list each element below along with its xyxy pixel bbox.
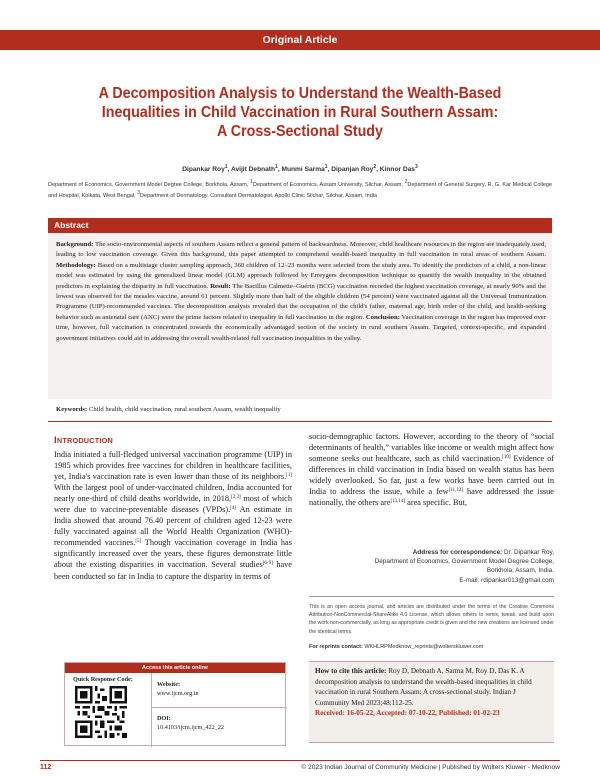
article-dates: Received: 16-05-22, Accepted: 07-10-22, Published: 01-02-23	[315, 709, 500, 718]
open-access-notice: This is an open access journal, and articles are distributed under the terms of the Creative Commons Attribution-NonCommercial-ShareAlike 4.0 License, which allows others to remix, tweak, and build upon the work non-commercially, as long as appropriate credit is given and the new creations are licensed under the identical terms.	[309, 604, 554, 635]
abstract-conclusion-label: Conclusion:	[365, 313, 400, 321]
introduction-heading: INTRODUCTION	[54, 435, 113, 446]
qr-code-icon[interactable]	[75, 686, 127, 738]
article-type-label: Original Article	[262, 34, 338, 46]
abstract-result-label: Result:	[210, 282, 231, 290]
author-list: Dipankar Roy$^1$, Avijit Debnath$^1$, Munmi Sarma$^1$, Dipanjan Roy$^2$, Kinnor Das$^3$	[182, 164, 418, 173]
divider	[151, 707, 287, 708]
footer-copyright: © 2023 Indian Journal of Community Medicine | Published by Wolters Kluwer - Medknow	[301, 764, 560, 771]
reprints-contact: For reprints contact: WKHLRPMedknow_reprints@wolterskluwer.com	[309, 644, 484, 650]
affiliations: Department of Economics, Government Model Degree College, Borkhola, Assam, $^1$Department of Economics, Assam University, Silchar, Assam, $^2$Department of General Surgery, R. G. Kar Medical College and Hospital, Kolkata, West Bengal, $^3$Department of Dermatology, Consultant Dermatologist, Apollo Clinic Silchar, Silchar, Assam, India	[48, 179, 552, 199]
access-online-box	[64, 662, 286, 746]
divider	[309, 596, 554, 597]
introduction-right-column: socio-demographic factors. However, according to the theory of “social determinants of health,” variables like income or wealth might affect how someone seeks out healthcare, such as child vaccination.[10] Evidence of differences in child vaccination in India based on wealth status has been widely overlooked. So far, just a few works have been carried out in India to address the issue, while a few[11,12] have addressed the issue nationally, the others are[13,14] area specific. But,	[309, 432, 554, 508]
correspondence-address: Address for correspondence: Dr. Dipankar Roy, Department of Economics, Government Model Degree College, Borkhola, Assam, India. E-mail: rdipankar013@gmail.com	[309, 548, 554, 585]
author-name: Avijit Debnath	[230, 166, 276, 173]
doi-link[interactable]: 10.4103/ijcm.ijcm_422_22	[157, 723, 225, 731]
article-title	[61, 84, 539, 141]
author-name: Dipankar Roy	[182, 166, 225, 173]
author-name: Dipanjan Roy	[331, 166, 374, 173]
abstract-heading: Abstract	[48, 218, 552, 233]
title-line: Inequalities in Child Vaccination in Rural Southern Assam:	[101, 104, 499, 121]
section-divider	[48, 421, 552, 422]
website-link[interactable]: www.ijcm.org.in	[157, 689, 199, 697]
abstract-text: Background: The socio-environmental aspects of southern Assam reflect a general pattern of backwardness. Moreover, child healthcare resources in the region are inadequately used, leading to low vaccination coverage. Given this background, this paper attempted to comprehend wealth-based inequality in full vaccination in rural areas of southern Assam. Methodology: Based on a multistage cluster sampling approach, 360 children of 12–23 months were selected from the study area. To identify the predictors of a child, a non-linear model was estimated by using the generalized linear model (GLM) approach followed by Erreygers decomposition technique to quantify the wealth inequality in the obtained predictors in explaining the disparity in full vaccination. Result: The Bacillus Calmette–Guérin (BCG) vaccination recorded the highest vaccination coverage, at nearly 90% and the lowest was observed for the measles vaccine, around 61 percent. Slightly more than half of the eligible children (54 percent) were vaccinated against all the Universal Immunization Programme (UIP)-recommended vaccines. The decomposition analysis revealed that the occupation of the child's father, maternal age, birth order of the child, and health-seeking behavior such as antenatal care (ANC) were the prime factors related to inequality in full vaccination in the region. Conclusion: Vaccination coverage in the region has improved over time, however, full vaccination is concentrated towards the economically advantaged section of the society in rural southern Assam. Targeted, context-specific, and expanded government initiatives could aid in addressing the overall wealth-related full vaccination inequalities in the valley.	[56, 241, 546, 342]
author-name: Munmi Sarma	[281, 166, 325, 173]
keywords: Keywords: Child health, child vaccination, rural southern Assam, wealth inequality	[56, 406, 281, 413]
website-block: Website: www.ijcm.org.in	[157, 681, 199, 697]
footer-divider	[40, 760, 560, 761]
page-number: 112	[40, 764, 52, 771]
introduction-left-column: India initiated a full-fledged universal vaccination programme (UIP) in 1985 which provides free vaccines for children in healthcare facilities, yet, India's vaccination rate is even lower than those of its neighbors.[1] With the largest pool of under-vaccinated children, India accounted for nearly one-third of child deaths worldwide, in 2018,[2,3] most of which were due to vaccine-preventable diseases (VPDs).[4] An estimate in India showed that around 76.40 percent of children aged 12-23 were fully vaccinated against all the World Health Organization (WHO)-recommended vaccines.[5] Though vaccination coverage in India has significantly increased over the years, these figures demonstrate little about the existing disparities in vaccination. Several studies[6-9] have been conducted so far in India to capture the disparity in terms of	[54, 450, 292, 581]
access-online-header: Access this article online	[65, 663, 285, 673]
title-line: A Decomposition Analysis to Understand the Wealth-Based	[98, 85, 502, 102]
author-name: Kinnor Das	[379, 166, 415, 173]
abstract-background-label: Background:	[56, 241, 94, 248]
article-type-banner	[0, 30, 600, 50]
abstract-methodology-label: Methodology:	[56, 261, 96, 269]
qr-code-label: Quick Response Code:	[73, 676, 133, 683]
divider	[151, 673, 152, 747]
title-line: A Cross-Sectional Study	[217, 123, 383, 140]
doi-block: DOI: 10.4103/ijcm.ijcm_422_22	[157, 715, 225, 731]
correspondence-email[interactable]: E-mail: rdipankar013@gmail.com	[459, 576, 554, 584]
how-to-cite-box: How to cite this article: Roy D, Debnath A, Sarma M, Roy D, Das K. A decomposition analysis to understand the wealth-based inequalities in child vaccination in rural Southern Assam: A cross-sectional study. Indian J Community Med 2023;48:112-25. Received: 16-05-22, Accepted: 07-10-22, Published: 01-02-23	[309, 661, 554, 743]
